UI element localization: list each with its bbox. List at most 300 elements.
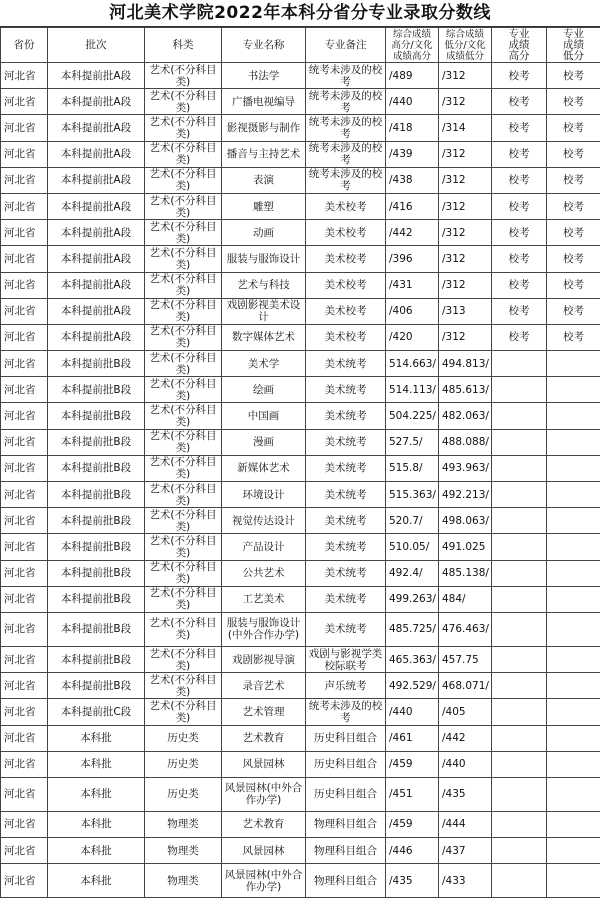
note-cell: 美术校考 <box>306 220 386 246</box>
major-low-cell <box>547 699 600 725</box>
batch-cell: 本科提前批A段 <box>48 324 145 350</box>
total-high-cell: 485.725/ <box>386 612 439 646</box>
total-low-cell: /312 <box>439 246 492 272</box>
total-high-cell: 514.663/ <box>386 351 439 377</box>
total-high-cell: 492.529/ <box>386 673 439 699</box>
major-cell: 服装与服饰设计 <box>222 246 306 272</box>
major-high-cell: 校考 <box>492 115 547 141</box>
total-low-cell: 488.088/ <box>439 429 492 455</box>
note-cell: 美术统考 <box>306 534 386 560</box>
major-cell: 新媒体艺术 <box>222 455 306 481</box>
note-cell: 历史科目组合 <box>306 725 386 751</box>
header-major-low: 专业 成绩 低分 <box>547 28 600 63</box>
total-low-cell: /312 <box>439 272 492 298</box>
major-low-cell: 校考 <box>547 167 600 193</box>
province-cell: 河北省 <box>1 429 48 455</box>
major-high-cell <box>492 534 547 560</box>
total-low-cell: /444 <box>439 811 492 837</box>
batch-cell: 本科提前批A段 <box>48 115 145 141</box>
table-row <box>1 646 600 672</box>
batch-cell: 本科提前批A段 <box>48 193 145 219</box>
total-high-cell: /435 <box>386 864 439 898</box>
note-cell: 戏剧与影视学类校际联考 <box>306 646 386 672</box>
major-cell: 艺术管理 <box>222 699 306 725</box>
province-cell: 河北省 <box>1 324 48 350</box>
major-cell: 绘画 <box>222 377 306 403</box>
total-low-cell: /442 <box>439 725 492 751</box>
total-low-cell: 485.613/ <box>439 377 492 403</box>
province-cell: 河北省 <box>1 586 48 612</box>
major-cell: 产品设计 <box>222 534 306 560</box>
major-cell: 广播电视编导 <box>222 89 306 115</box>
province-cell: 河北省 <box>1 298 48 324</box>
total-high-cell: 504.225/ <box>386 403 439 429</box>
note-cell: 美术统考 <box>306 351 386 377</box>
province-cell: 河北省 <box>1 864 48 898</box>
major-high-cell: 校考 <box>492 167 547 193</box>
table-row <box>1 246 600 272</box>
batch-cell: 本科提前批A段 <box>48 298 145 324</box>
major-high-cell <box>492 646 547 672</box>
major-high-cell <box>492 586 547 612</box>
table-row <box>1 141 600 167</box>
category-cell: 艺术(不分科目类) <box>145 377 222 403</box>
total-high-cell: 465.363/ <box>386 646 439 672</box>
major-low-cell: 校考 <box>547 272 600 298</box>
category-cell: 艺术(不分科目类) <box>145 612 222 646</box>
major-cell: 公共艺术 <box>222 560 306 586</box>
major-low-cell: 校考 <box>547 89 600 115</box>
major-cell: 风景园林(中外合作办学) <box>222 864 306 898</box>
header-category: 科类 <box>145 28 222 63</box>
table-row <box>1 612 600 646</box>
batch-cell: 本科批 <box>48 725 145 751</box>
total-low-cell: 492.213/ <box>439 482 492 508</box>
major-cell: 美术学 <box>222 351 306 377</box>
major-cell: 风景园林 <box>222 751 306 777</box>
batch-cell: 本科提前批B段 <box>48 612 145 646</box>
total-low-cell: 457.75 <box>439 646 492 672</box>
total-high-cell: /459 <box>386 811 439 837</box>
province-cell: 河北省 <box>1 220 48 246</box>
category-cell: 物理类 <box>145 811 222 837</box>
total-low-cell: /405 <box>439 699 492 725</box>
major-high-cell <box>492 377 547 403</box>
category-cell: 艺术(不分科目类) <box>145 89 222 115</box>
total-low-cell: /312 <box>439 324 492 350</box>
batch-cell: 本科批 <box>48 864 145 898</box>
note-cell: 历史科目组合 <box>306 751 386 777</box>
category-cell: 艺术(不分科目类) <box>145 586 222 612</box>
table-row <box>1 838 600 864</box>
major-low-cell: 校考 <box>547 141 600 167</box>
major-cell: 表演 <box>222 167 306 193</box>
major-high-cell <box>492 560 547 586</box>
category-cell: 艺术(不分科目类) <box>145 193 222 219</box>
major-high-cell <box>492 429 547 455</box>
note-cell: 历史科目组合 <box>306 777 386 811</box>
province-cell: 河北省 <box>1 351 48 377</box>
note-cell: 统考未涉及的校考 <box>306 89 386 115</box>
total-high-cell: /418 <box>386 115 439 141</box>
total-low-cell: /437 <box>439 838 492 864</box>
total-high-cell: 527.5/ <box>386 429 439 455</box>
total-high-cell: 514.113/ <box>386 377 439 403</box>
table-row <box>1 351 600 377</box>
province-cell: 河北省 <box>1 673 48 699</box>
major-high-cell <box>492 811 547 837</box>
table-row <box>1 699 600 725</box>
note-cell: 统考未涉及的校考 <box>306 699 386 725</box>
total-high-cell: /442 <box>386 220 439 246</box>
note-cell: 美术统考 <box>306 403 386 429</box>
total-high-cell: 520.7/ <box>386 508 439 534</box>
major-high-cell <box>492 725 547 751</box>
category-cell: 艺术(不分科目类) <box>145 403 222 429</box>
major-low-cell: 校考 <box>547 298 600 324</box>
category-cell: 艺术(不分科目类) <box>145 63 222 89</box>
province-cell: 河北省 <box>1 838 48 864</box>
major-high-cell <box>492 864 547 898</box>
major-high-cell <box>492 351 547 377</box>
table-row <box>1 115 600 141</box>
category-cell: 艺术(不分科目类) <box>145 115 222 141</box>
batch-cell: 本科提前批B段 <box>48 508 145 534</box>
major-cell: 艺术教育 <box>222 811 306 837</box>
total-high-cell: /440 <box>386 699 439 725</box>
total-high-cell: /446 <box>386 838 439 864</box>
category-cell: 艺术(不分科目类) <box>145 246 222 272</box>
major-low-cell <box>547 351 600 377</box>
major-high-cell <box>492 838 547 864</box>
note-cell: 美术统考 <box>306 455 386 481</box>
header-province: 省份 <box>1 28 48 63</box>
total-high-cell: 515.8/ <box>386 455 439 481</box>
major-high-cell <box>492 455 547 481</box>
major-low-cell <box>547 838 600 864</box>
note-cell: 美术校考 <box>306 193 386 219</box>
category-cell: 艺术(不分科目类) <box>145 455 222 481</box>
batch-cell: 本科批 <box>48 777 145 811</box>
category-cell: 历史类 <box>145 777 222 811</box>
major-high-cell: 校考 <box>492 272 547 298</box>
total-high-cell: /439 <box>386 141 439 167</box>
batch-cell: 本科提前批B段 <box>48 429 145 455</box>
major-high-cell: 校考 <box>492 63 547 89</box>
major-cell: 录音艺术 <box>222 673 306 699</box>
total-high-cell: 492.4/ <box>386 560 439 586</box>
major-high-cell <box>492 699 547 725</box>
batch-cell: 本科批 <box>48 811 145 837</box>
major-low-cell <box>547 777 600 811</box>
major-low-cell <box>547 403 600 429</box>
category-cell: 物理类 <box>145 864 222 898</box>
header-total-low: 综合成绩 低分/文化 成绩低分 <box>439 28 492 63</box>
major-low-cell <box>547 864 600 898</box>
category-cell: 艺术(不分科目类) <box>145 560 222 586</box>
major-cell: 数字媒体艺术 <box>222 324 306 350</box>
major-low-cell: 校考 <box>547 246 600 272</box>
category-cell: 艺术(不分科目类) <box>145 482 222 508</box>
major-low-cell <box>547 560 600 586</box>
major-high-cell: 校考 <box>492 220 547 246</box>
category-cell: 艺术(不分科目类) <box>145 534 222 560</box>
province-cell: 河北省 <box>1 646 48 672</box>
major-low-cell <box>547 673 600 699</box>
province-cell: 河北省 <box>1 777 48 811</box>
batch-cell: 本科批 <box>48 751 145 777</box>
note-cell: 美术统考 <box>306 586 386 612</box>
major-cell: 风景园林(中外合作办学) <box>222 777 306 811</box>
table-row <box>1 725 600 751</box>
major-cell: 艺术教育 <box>222 725 306 751</box>
total-low-cell: 498.063/ <box>439 508 492 534</box>
total-low-cell: /312 <box>439 141 492 167</box>
province-cell: 河北省 <box>1 63 48 89</box>
major-high-cell <box>492 751 547 777</box>
major-low-cell <box>547 508 600 534</box>
major-high-cell: 校考 <box>492 246 547 272</box>
province-cell: 河北省 <box>1 89 48 115</box>
major-cell: 播音与主持艺术 <box>222 141 306 167</box>
batch-cell: 本科提前批A段 <box>48 272 145 298</box>
table-row <box>1 560 600 586</box>
major-high-cell <box>492 777 547 811</box>
total-high-cell: /420 <box>386 324 439 350</box>
major-cell: 雕塑 <box>222 193 306 219</box>
total-low-cell: 468.071/ <box>439 673 492 699</box>
note-cell: 统考未涉及的校考 <box>306 63 386 89</box>
header-major-high: 专业 成绩 高分 <box>492 28 547 63</box>
province-cell: 河北省 <box>1 377 48 403</box>
major-low-cell <box>547 455 600 481</box>
major-cell: 戏剧影视美术设计 <box>222 298 306 324</box>
major-cell: 中国画 <box>222 403 306 429</box>
category-cell: 艺术(不分科目类) <box>145 167 222 193</box>
total-high-cell: /438 <box>386 167 439 193</box>
table-row <box>1 193 600 219</box>
total-high-cell: 510.05/ <box>386 534 439 560</box>
note-cell: 美术统考 <box>306 482 386 508</box>
batch-cell: 本科提前批A段 <box>48 167 145 193</box>
total-low-cell: 484/ <box>439 586 492 612</box>
category-cell: 历史类 <box>145 751 222 777</box>
major-cell: 动画 <box>222 220 306 246</box>
table-row <box>1 377 600 403</box>
category-cell: 艺术(不分科目类) <box>145 429 222 455</box>
major-low-cell: 校考 <box>547 324 600 350</box>
province-cell: 河北省 <box>1 167 48 193</box>
major-cell: 戏剧影视导演 <box>222 646 306 672</box>
table-row <box>1 89 600 115</box>
total-high-cell: /416 <box>386 193 439 219</box>
total-low-cell: /312 <box>439 167 492 193</box>
province-cell: 河北省 <box>1 560 48 586</box>
note-cell: 美术统考 <box>306 429 386 455</box>
table-row <box>1 167 600 193</box>
major-high-cell: 校考 <box>492 89 547 115</box>
major-high-cell <box>492 403 547 429</box>
note-cell: 统考未涉及的校考 <box>306 167 386 193</box>
header-major: 专业名称 <box>222 28 306 63</box>
major-low-cell <box>547 811 600 837</box>
total-low-cell: /312 <box>439 220 492 246</box>
batch-cell: 本科提前批B段 <box>48 377 145 403</box>
province-cell: 河北省 <box>1 455 48 481</box>
note-cell: 美术校考 <box>306 272 386 298</box>
major-low-cell <box>547 612 600 646</box>
total-low-cell: /314 <box>439 115 492 141</box>
batch-cell: 本科提前批A段 <box>48 246 145 272</box>
category-cell: 艺术(不分科目类) <box>145 220 222 246</box>
province-cell: 河北省 <box>1 612 48 646</box>
total-high-cell: /440 <box>386 89 439 115</box>
major-low-cell: 校考 <box>547 63 600 89</box>
batch-cell: 本科提前批B段 <box>48 586 145 612</box>
major-low-cell: 校考 <box>547 115 600 141</box>
batch-cell: 本科提前批B段 <box>48 560 145 586</box>
total-high-cell: /459 <box>386 751 439 777</box>
header-row <box>1 28 600 63</box>
major-cell: 工艺美术 <box>222 586 306 612</box>
note-cell: 统考未涉及的校考 <box>306 141 386 167</box>
category-cell: 艺术(不分科目类) <box>145 141 222 167</box>
table-row <box>1 751 600 777</box>
header-total-high: 综合成绩 高分/文化 成绩高分 <box>386 28 439 63</box>
note-cell: 物理科目组合 <box>306 864 386 898</box>
note-cell: 物理科目组合 <box>306 838 386 864</box>
province-cell: 河北省 <box>1 193 48 219</box>
batch-cell: 本科提前批B段 <box>48 403 145 429</box>
page-title: 河北美术学院2022年本科分省分专业录取分数线 <box>0 0 600 27</box>
total-low-cell: /312 <box>439 63 492 89</box>
category-cell: 艺术(不分科目类) <box>145 646 222 672</box>
province-cell: 河北省 <box>1 115 48 141</box>
total-low-cell: 476.463/ <box>439 612 492 646</box>
batch-cell: 本科提前批A段 <box>48 220 145 246</box>
total-low-cell: /312 <box>439 89 492 115</box>
total-low-cell: /433 <box>439 864 492 898</box>
province-cell: 河北省 <box>1 141 48 167</box>
header-batch: 批次 <box>48 28 145 63</box>
major-high-cell <box>492 482 547 508</box>
table-row <box>1 298 600 324</box>
table-row <box>1 455 600 481</box>
major-low-cell <box>547 646 600 672</box>
major-high-cell <box>492 673 547 699</box>
category-cell: 物理类 <box>145 838 222 864</box>
note-cell: 物理科目组合 <box>306 811 386 837</box>
batch-cell: 本科提前批B段 <box>48 534 145 560</box>
major-high-cell <box>492 508 547 534</box>
major-high-cell: 校考 <box>492 141 547 167</box>
category-cell: 艺术(不分科目类) <box>145 272 222 298</box>
major-low-cell <box>547 751 600 777</box>
note-cell: 美术校考 <box>306 246 386 272</box>
province-cell: 河北省 <box>1 403 48 429</box>
total-low-cell: /440 <box>439 751 492 777</box>
total-high-cell: /451 <box>386 777 439 811</box>
table-row <box>1 272 600 298</box>
total-low-cell: 482.063/ <box>439 403 492 429</box>
total-high-cell: /406 <box>386 298 439 324</box>
province-cell: 河北省 <box>1 272 48 298</box>
total-low-cell: /313 <box>439 298 492 324</box>
note-cell: 美术统考 <box>306 508 386 534</box>
major-cell: 书法学 <box>222 63 306 89</box>
batch-cell: 本科提前批B段 <box>48 351 145 377</box>
major-low-cell <box>547 429 600 455</box>
header-note: 专业备注 <box>306 28 386 63</box>
major-low-cell <box>547 377 600 403</box>
table-row <box>1 811 600 837</box>
note-cell: 美术校考 <box>306 324 386 350</box>
province-cell: 河北省 <box>1 725 48 751</box>
major-low-cell: 校考 <box>547 193 600 219</box>
major-low-cell <box>547 586 600 612</box>
total-high-cell: /461 <box>386 725 439 751</box>
province-cell: 河北省 <box>1 751 48 777</box>
total-high-cell: /431 <box>386 272 439 298</box>
major-high-cell: 校考 <box>492 298 547 324</box>
major-low-cell <box>547 482 600 508</box>
total-low-cell: 494.813/ <box>439 351 492 377</box>
table-row <box>1 508 600 534</box>
province-cell: 河北省 <box>1 699 48 725</box>
note-cell: 美术统考 <box>306 377 386 403</box>
province-cell: 河北省 <box>1 534 48 560</box>
total-high-cell: /489 <box>386 63 439 89</box>
major-cell: 艺术与科技 <box>222 272 306 298</box>
note-cell: 美术校考 <box>306 298 386 324</box>
batch-cell: 本科提前批A段 <box>48 63 145 89</box>
province-cell: 河北省 <box>1 482 48 508</box>
category-cell: 艺术(不分科目类) <box>145 673 222 699</box>
table-row <box>1 864 600 898</box>
major-cell: 漫画 <box>222 429 306 455</box>
table-row <box>1 403 600 429</box>
major-cell: 环境设计 <box>222 482 306 508</box>
table-row <box>1 220 600 246</box>
table-row <box>1 324 600 350</box>
table-row <box>1 777 600 811</box>
total-high-cell: 515.363/ <box>386 482 439 508</box>
batch-cell: 本科提前批B段 <box>48 455 145 481</box>
total-low-cell: 493.963/ <box>439 455 492 481</box>
total-low-cell: /435 <box>439 777 492 811</box>
table-row <box>1 534 600 560</box>
table-row <box>1 586 600 612</box>
major-low-cell: 校考 <box>547 220 600 246</box>
major-cell: 影视摄影与制作 <box>222 115 306 141</box>
category-cell: 艺术(不分科目类) <box>145 508 222 534</box>
note-cell: 美术统考 <box>306 612 386 646</box>
total-high-cell: /396 <box>386 246 439 272</box>
category-cell: 艺术(不分科目类) <box>145 298 222 324</box>
table-row <box>1 673 600 699</box>
batch-cell: 本科提前批A段 <box>48 141 145 167</box>
category-cell: 艺术(不分科目类) <box>145 351 222 377</box>
batch-cell: 本科批 <box>48 838 145 864</box>
note-cell: 统考未涉及的校考 <box>306 115 386 141</box>
major-high-cell <box>492 612 547 646</box>
batch-cell: 本科提前批B段 <box>48 646 145 672</box>
batch-cell: 本科提前批B段 <box>48 673 145 699</box>
major-high-cell: 校考 <box>492 193 547 219</box>
major-low-cell <box>547 534 600 560</box>
category-cell: 艺术(不分科目类) <box>145 324 222 350</box>
major-low-cell <box>547 725 600 751</box>
